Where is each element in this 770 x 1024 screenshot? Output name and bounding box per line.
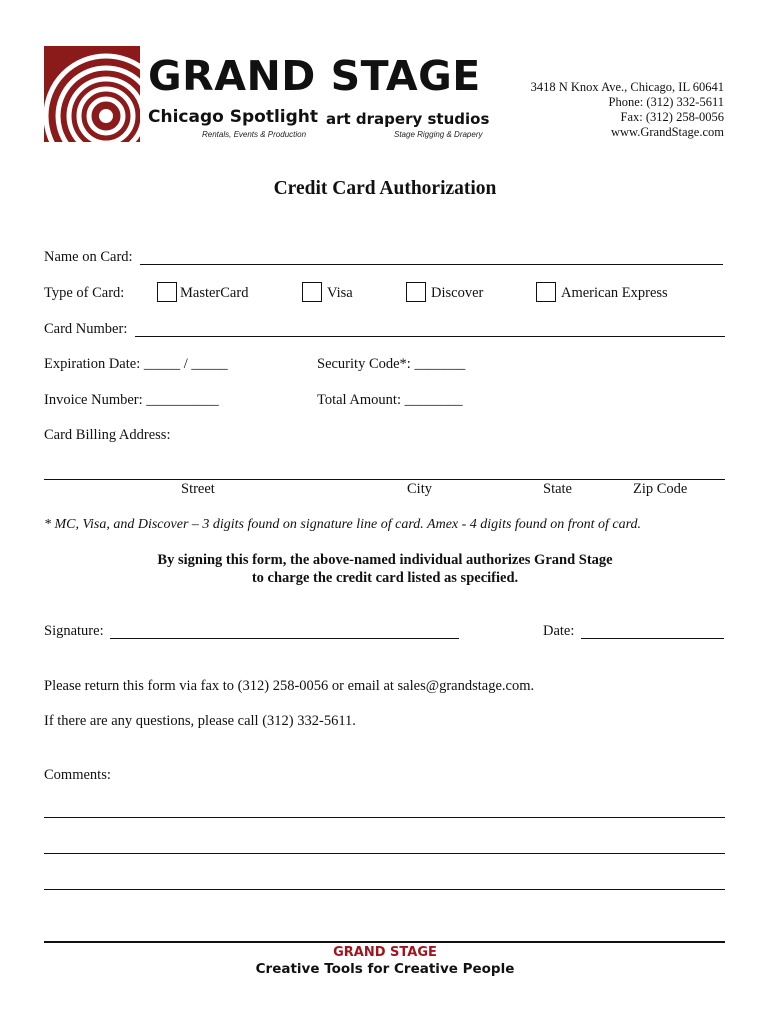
comments-line-1[interactable] [44,817,725,818]
security-code-field[interactable]: Security Code*: _______ [317,356,466,372]
company-address: 3418 N Knox Ave., Chicago, IL 60641 [530,80,724,94]
visa-label: Visa [327,285,353,301]
mastercard-checkbox[interactable] [157,282,177,302]
signature-field[interactable] [110,638,459,639]
amex-checkbox[interactable] [536,282,556,302]
authorization-statement-line2: to charge the credit card listed as specified. [251,570,519,586]
footer-divider [44,941,725,943]
name-on-card-label: Name on Card: [44,249,133,265]
card-number-label: Card Number: [44,321,128,337]
address-city-label: City [407,481,432,497]
company-contact [531,80,724,140]
billing-address-field[interactable] [44,479,725,480]
form-title: Credit Card Authorization [273,178,497,199]
questions-text: If there are any questions, please call (312) 332-5611. [44,713,356,729]
return-instructions: Please return this form via fax to (312) 258-0056 or email at sales@grandstage.com. [44,678,535,694]
visa-checkbox[interactable] [302,282,322,302]
card-number-field[interactable] [135,336,725,337]
authorization-statement-line1: By signing this form, the above-named individual authorizes Grand Stage [157,552,613,568]
logo-left-tag: Rentals, Events & Production [202,130,307,139]
name-on-card-field[interactable] [140,264,723,265]
comments-line-3[interactable] [44,889,725,890]
company-fax: Fax: (312) 258-0056 [620,110,724,124]
company-phone: Phone: (312) 332-5611 [608,95,724,109]
mastercard-label: MasterCard [180,285,249,301]
comments-line-2[interactable] [44,853,725,854]
logo-title: GRAND STAGE [148,52,481,100]
footer-brand: GRAND STAGE [333,945,437,960]
company-logo [44,46,489,142]
spiral-logo-icon [44,46,140,142]
address-state-label: State [543,481,572,497]
logo-left-name: Chicago Spotlight [148,107,318,127]
date-label: Date: [543,623,575,639]
logo-right-tag: Stage Rigging & Drapery [394,130,483,139]
total-amount-field[interactable]: Total Amount: ________ [317,392,463,408]
footer-tagline: Creative Tools for Creative People [255,961,515,977]
company-website[interactable]: www.GrandStage.com [610,125,724,139]
invoice-number-field[interactable]: Invoice Number: __________ [44,392,219,408]
signature-label: Signature: [44,623,104,639]
billing-address-label: Card Billing Address: [44,427,171,443]
expiration-date-field[interactable]: Expiration Date: _____ / _____ [44,356,228,372]
card-type-label: Type of Card: [44,285,125,301]
discover-label: Discover [431,285,484,301]
comments-label: Comments: [44,767,111,783]
date-field[interactable] [581,638,724,639]
discover-checkbox[interactable] [406,282,426,302]
address-zip-label: Zip Code [633,481,688,497]
logo-right-name: art drapery studios [326,110,490,128]
amex-label: American Express [561,285,668,301]
security-code-footnote: * MC, Visa, and Discover – 3 digits found on signature line of card. Amex - 4 digits found on front of card. [44,517,642,532]
address-street-label: Street [181,481,215,497]
